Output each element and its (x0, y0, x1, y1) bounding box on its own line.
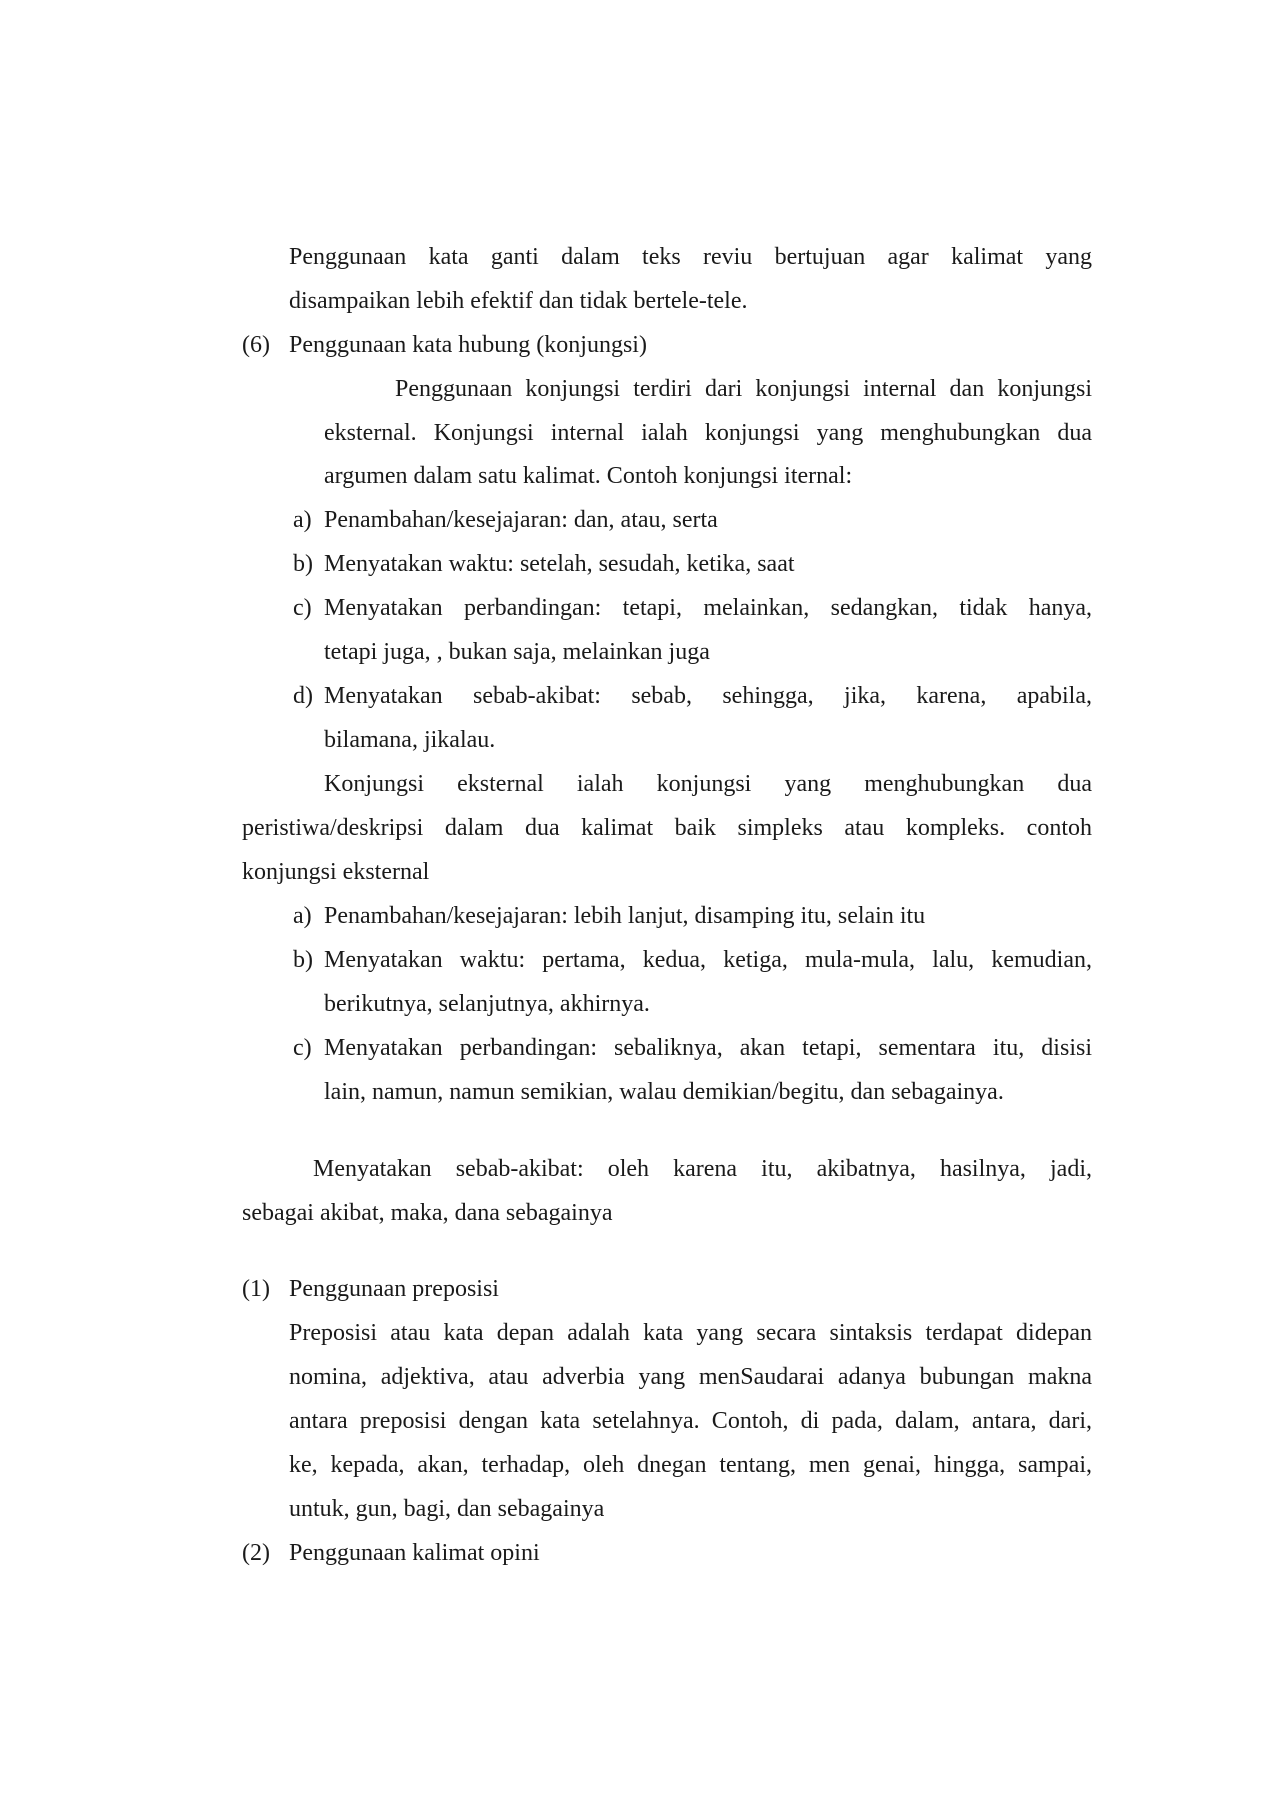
paragraph-line: Penggunaan konjungsi terdiri dari konjungsi internal dan konjungsi (395, 376, 1092, 402)
section-number: (2) (242, 1540, 270, 1566)
paragraph-line: ke, kepada, akan, terhadap, oleh dnegan tentang, men genai, hingga, sampai, (289, 1452, 1092, 1478)
paragraph-line: Menyatakan sebab-akibat: oleh karena itu, akibatnya, hasilnya, jadi, (313, 1156, 1092, 1182)
list-marker: b) (293, 551, 313, 577)
list-item: Menyatakan waktu: setelah, sesudah, ketika, saat (324, 551, 795, 577)
section-title: Penggunaan kata hubung (konjungsi) (289, 332, 647, 358)
list-item: Menyatakan sebab-akibat: sebab, sehingga, jika, karena, apabila, (324, 683, 1092, 709)
paragraph-line: Preposisi atau kata depan adalah kata yang secara sintaksis terdapat didepan (289, 1320, 1092, 1346)
paragraph-line: eksternal. Konjungsi internal ialah konjungsi yang menghubungkan dua (324, 420, 1092, 446)
section-title: Penggunaan kalimat opini (289, 1540, 540, 1566)
list-marker: d) (293, 683, 313, 709)
list-marker: c) (293, 595, 312, 621)
list-item-continuation: berikutnya, selanjutnya, akhirnya. (324, 991, 650, 1017)
list-marker: b) (293, 947, 313, 973)
paragraph-line: nomina, adjektiva, atau adverbia yang menSaudarai adanya bubungan makna (289, 1364, 1092, 1390)
list-item-continuation: lain, namun, namun semikian, walau demikian/begitu, dan sebagainya. (324, 1079, 1004, 1105)
paragraph-line: peristiwa/deskripsi dalam dua kalimat baik simpleks atau kompleks. contoh (242, 815, 1092, 841)
paragraph-line: antara preposisi dengan kata setelahnya. Contoh, di pada, dalam, antara, dari, (289, 1408, 1092, 1434)
paragraph-line: argumen dalam satu kalimat. Contoh konjungsi iternal: (324, 463, 853, 489)
list-item: Penambahan/kesejajaran: dan, atau, serta (324, 507, 718, 533)
paragraph-line: Konjungsi eksternal ialah konjungsi yang menghubungkan dua (324, 771, 1092, 797)
list-item: Menyatakan waktu: pertama, kedua, ketiga, mula-mula, lalu, kemudian, (324, 947, 1092, 973)
section-title: Penggunaan preposisi (289, 1276, 499, 1302)
section-number: (1) (242, 1276, 270, 1302)
list-item-continuation: bilamana, jikalau. (324, 727, 496, 753)
list-item: Penambahan/kesejajaran: lebih lanjut, disamping itu, selain itu (324, 903, 926, 929)
paragraph-line: Penggunaan kata ganti dalam teks reviu bertujuan agar kalimat yang (289, 244, 1092, 270)
section-number: (6) (242, 332, 270, 358)
list-marker: a) (293, 507, 312, 533)
paragraph-line: sebagai akibat, maka, dana sebagainya (242, 1200, 613, 1226)
paragraph-line: disampaikan lebih efektif dan tidak bertele-tele. (289, 288, 748, 314)
list-item: Menyatakan perbandingan: tetapi, melainkan, sedangkan, tidak hanya, (324, 595, 1092, 621)
list-item-continuation: tetapi juga, , bukan saja, melainkan juga (324, 639, 710, 665)
paragraph-line: konjungsi eksternal (242, 859, 430, 885)
list-item: Menyatakan perbandingan: sebaliknya, akan tetapi, sementara itu, disisi (324, 1035, 1092, 1061)
list-marker: c) (293, 1035, 312, 1061)
list-marker: a) (293, 903, 312, 929)
paragraph-line: untuk, gun, bagi, dan sebagainya (289, 1496, 605, 1522)
